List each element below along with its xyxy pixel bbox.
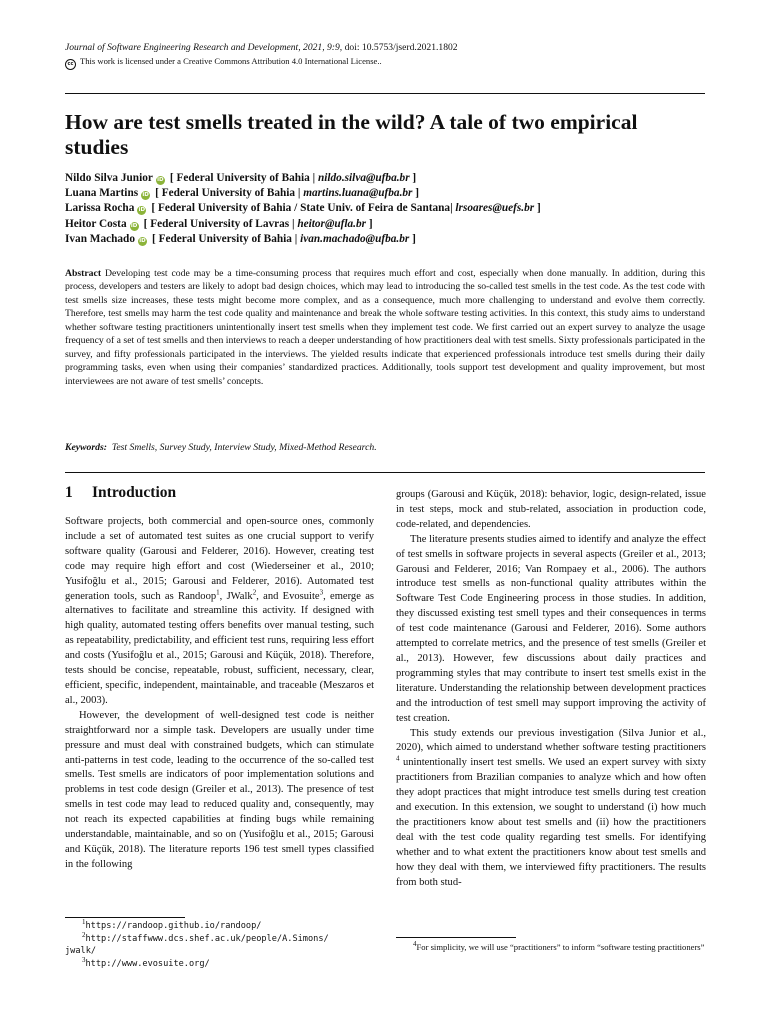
author-email[interactable]: heitor@ufla.br bbox=[297, 217, 367, 230]
orcid-icon[interactable]: iD bbox=[157, 177, 164, 183]
section-number: 1 bbox=[65, 484, 73, 501]
orcid-icon[interactable]: iD bbox=[142, 192, 149, 199]
author-close-bracket: ] bbox=[409, 172, 417, 184]
section-title: Introduction bbox=[92, 484, 177, 501]
author-email[interactable]: martins.luana@ufba.br bbox=[303, 187, 413, 200]
footnotes-left bbox=[65, 920, 365, 970]
author-entry bbox=[65, 201, 725, 216]
author-affiliation: [ Federal University of Lavras | bbox=[143, 217, 295, 230]
right-column bbox=[396, 488, 706, 890]
author-name: Larissa Rocha bbox=[65, 202, 135, 215]
author-name: Luana Martins bbox=[65, 187, 139, 200]
license-notice bbox=[65, 56, 382, 70]
footnote-mark: 2 bbox=[82, 930, 86, 939]
paragraph bbox=[396, 727, 706, 891]
left-column bbox=[65, 515, 374, 873]
author-email[interactable]: nildo.silva@ufba.br bbox=[317, 172, 410, 184]
footnotes-right bbox=[396, 941, 706, 954]
paragraph: The literature presents studies aimed to identify and analyze the effect of test smells in software projects in several aspects (Greiler et al., 2013; Garousi and Felderer, 2016; Van Rompaey et al., 2006). The authors introduce test smells as non-functional quality attributes within the Software Test Code Engineering process in those studies. In addition, they discussed existing test smell types and their consequences in terms of test code maintenance (Garousi and Felderer, 2016). Some authors attempted to correlate metrics, and the presence of test smells (Greiler et al., 2013). However, few discussions about daily practices and programming styles that may contribute to insert test smells exist in the literature. Understanding the relationship between development practices and the introduction of test smell may support improving the activity of test creation. bbox=[396, 533, 706, 724]
abstract bbox=[65, 267, 705, 388]
journal-doi: doi: 10.5753/jserd.2021.1802 bbox=[342, 42, 458, 53]
paragraph-text: Software projects, both commercial and open-source ones, commonly include a set of automated test suites as one crucial support to verify software quality (Garousi and Felderer, 2016). However, creating test code may require high effort and cost (Wiederseiner et al., 2010; Yusifoğlu et al., 2015; Garousi and Felderer, 2016). Automated test generation tools, such as Randoop bbox=[65, 516, 374, 602]
author-name: Nildo Silva Junior bbox=[65, 172, 153, 184]
author-close-bracket: ] bbox=[534, 202, 541, 215]
author-entry bbox=[65, 186, 725, 201]
keywords bbox=[65, 442, 705, 453]
paragraph: groups (Garousi and Küçük, 2018): behavior, logic, design-related, issue in test steps, mock and stub-related, association in production code, code-related, and dependencies. bbox=[396, 489, 706, 530]
footnote-ref[interactable]: 3 bbox=[319, 588, 324, 597]
footnote-divider bbox=[396, 937, 516, 938]
abstract-divider bbox=[65, 472, 705, 473]
keywords-label: Keywords: bbox=[65, 442, 107, 453]
footnote-link[interactable]: http://staffwww.dcs.shef.ac.uk/people/A.Simons/ bbox=[85, 933, 329, 944]
journal-citation bbox=[65, 42, 458, 53]
footnote-ref[interactable]: 2 bbox=[252, 588, 257, 597]
author-close-bracket: ] bbox=[366, 217, 373, 230]
author-close-bracket: ] bbox=[409, 232, 416, 245]
author-entry bbox=[65, 232, 725, 247]
footnote-mark: 1 bbox=[82, 918, 86, 927]
footnote bbox=[396, 941, 706, 954]
footnote-continuation[interactable]: jwalk/ bbox=[65, 946, 97, 956]
author-name: Ivan Machado bbox=[65, 232, 135, 245]
orcid-icon[interactable]: iD bbox=[138, 207, 146, 214]
license-link[interactable]: This work is licensed under a Creative Commons Attribution 4.0 International License.. bbox=[80, 56, 382, 66]
author-list bbox=[65, 171, 725, 247]
paragraph-text: unintentionally insert test smells. We used an expert survey with sixty practitioners from Brazilian companies to analyze which and how often they adopt practices that might introduce test smells during test creation and execution. In this extension, we sought to understand (i) how much the practitioners know about test smells and (ii) how the practitioners deal with the test code quality regarding test smells. For identifying whether and to what extent the practitioners know about test smells and how they deal with them, we interviewed fifty practitioners. The results from both stud- bbox=[396, 757, 706, 888]
header-divider bbox=[65, 93, 705, 94]
paragraph-text: , JWalk bbox=[219, 590, 253, 602]
author-entry bbox=[65, 171, 725, 186]
author-affiliation: [ Federal University of Bahia | bbox=[152, 232, 298, 245]
abstract-text: Developing test code may be a time-consuming process that requires much effort and cost, especially when done manually. In addition, during this process, developers and testers are likely to adopt bad design choices, which may lead to introducing the so-called test smells in the test code. As the test code with test smells size increases, these tests might become more complex, and as a consequence, much more challenging to understand and evolve them correctly. Therefore, test smells may harm the test code quality and maintenance and break the whole software testing activities. In this context, this study aims to understand whether software testing practitioners unintentionally insert test smells when they implement test code. We first carried out an expert survey to analyze the usage frequency of a set of test smells and then interviews to reach a deeper understanding of how practitioners deal with test smells. Sixty professionals participated in the survey, and fifty professionals participated in the interviews. The yielded results indicate that experienced professionals introduce test smells during their daily programming tasks, even when using their companies’ standardized practices. Additionally, tools support test development and quality improvement, but most interviewees are not aware of test smells’ concepts. bbox=[65, 268, 706, 387]
paragraph bbox=[65, 515, 374, 709]
keywords-text: Test Smells, Survey Study, Interview Study, Mixed-Method Research. bbox=[111, 442, 377, 453]
journal-name: Journal of Software Engineering Research and Development, 2021, 9:9, bbox=[65, 42, 343, 53]
author-affiliation: [ Federal University of Bahia | bbox=[169, 172, 316, 184]
footnote-ref[interactable]: 4 bbox=[396, 754, 400, 763]
paper-title: How are test smells treated in the wild? A tale of two empirical studies bbox=[65, 110, 638, 159]
author-email[interactable]: lrsoares@uefs.br bbox=[455, 202, 535, 215]
author-affiliation: [ Federal University of Bahia / State Univ. of Feira de Santana| bbox=[151, 202, 453, 215]
footnote bbox=[65, 930, 365, 946]
paragraph-text: , emerge as alternatives to facilitate and streamline this activity. If designed with high quality, automated testing offers benefits over manual testing, such as repeatability, predictability, and efficient test runs, requiring less effort and costs (Yusifoğlu et al., 2015; Garousi and Küçük, 2018). Therefore, tests should be concise, repeatable, robust, sufficient, necessary, clear, efficient, specific, independent, maintainable, and traceable (Meszaros et al., 2003). bbox=[65, 590, 374, 706]
footnote-mark: 3 bbox=[82, 955, 86, 964]
paragraph-text: , and Evosuite bbox=[256, 590, 320, 602]
paragraph-text: This study extends our previous investigation (Silva Junior et al., 2020), which aimed to understand whether software testing practitioners bbox=[396, 727, 706, 754]
author-affiliation: [ Federal University of Bahia | bbox=[155, 187, 301, 200]
cc-license-icon: cc bbox=[65, 59, 76, 70]
abstract-label: Abstract bbox=[65, 268, 102, 279]
footnote-link[interactable]: https://randoop.github.io/randoop/ bbox=[85, 921, 262, 931]
footnote-mark: 4 bbox=[413, 940, 417, 949]
footnote-ref[interactable]: 1 bbox=[216, 588, 220, 597]
section-heading bbox=[65, 484, 176, 502]
author-email[interactable]: ivan.machado@ufba.br bbox=[300, 232, 410, 245]
author-entry bbox=[65, 217, 725, 232]
author-close-bracket: ] bbox=[412, 187, 420, 200]
footnote bbox=[65, 955, 365, 971]
footnote-link[interactable]: http://www.evosuite.org/ bbox=[85, 958, 210, 969]
footnote bbox=[65, 920, 365, 933]
orcid-icon[interactable]: iD bbox=[139, 237, 146, 244]
paragraph: However, the development of well-designed test code is neither straightforward nor a simple task. Developers are usually under time pressure and must deal with constrained budgets, which can stimulate anti-patterns in test code, leading to the occurrence of the so-called test smells. Test smells are indicators of poor implementation solutions and problems in test code design (Greiler et al., 2013). The presence of test smells in test code may lead to reduced quality and, consequently, may not reach its expected capabilities at finding bugs while remaining understandable, maintainable, and so on (Yusifoğlu et al., 2015; Garousi and Küçük, 2018). The literature reports 196 test smell types classified in the following bbox=[65, 709, 374, 870]
author-name: Heitor Costa bbox=[65, 217, 127, 230]
footnote-text: For simplicity, we will use “practitioners” to inform “software testing practitioners” bbox=[416, 942, 705, 952]
orcid-icon[interactable]: iD bbox=[130, 222, 138, 229]
